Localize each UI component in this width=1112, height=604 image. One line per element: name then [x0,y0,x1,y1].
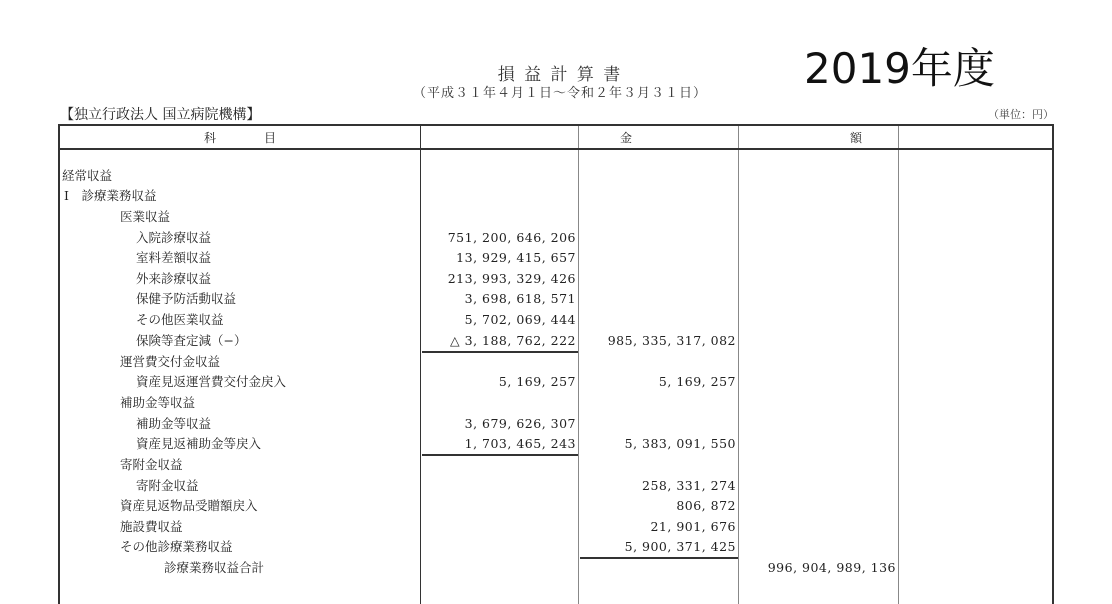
amount-detail: △ 3, 188, 762, 222 [450,333,576,348]
statement-title: 損 益 計 算 書 [497,65,623,85]
row-label: 施設費収益 [120,519,183,534]
table-row [60,517,1052,537]
table-row [60,186,1052,206]
row-label: 医業収益 [120,209,171,224]
amount-detail: 1, 703, 465, 243 [464,436,576,451]
row-label: 外来診療収益 [136,271,212,286]
row-label: 寄附金収益 [136,478,199,493]
table-row [60,455,1052,475]
table-row [60,476,1052,496]
table-row [60,558,1052,578]
amount-detail: 751, 200, 646, 206 [447,230,576,245]
header-kin: 金 [620,131,633,145]
table-row [60,207,1052,227]
amount-detail: 213, 993, 329, 426 [447,271,576,286]
table-row [60,228,1052,248]
row-label: 補助金等収益 [120,395,196,410]
fiscal-year-badge: 2019年度 [804,44,995,93]
header-kamoku-2: 目 [263,131,276,145]
table-row [60,248,1052,268]
row-label: 資産見返補助金等戻入 [136,436,262,451]
table-row [60,289,1052,309]
table-row [60,310,1052,330]
row-label: 診療業務収益合計 [164,560,265,575]
amount-subtotal: 806, 872 [676,498,736,513]
unit-label: （単位：円） [988,108,1054,121]
row-label: 入院診療収益 [136,230,212,245]
table-row [60,372,1052,392]
header-kamoku-1: 科 [203,131,216,145]
amount-total: 996, 904, 989, 136 [767,560,896,575]
amount-subtotal: 258, 331, 274 [642,478,736,493]
row-label: その他診療業務収益 [120,539,233,554]
table-header [60,126,1052,150]
amount-subtotal: 5, 169, 257 [658,374,736,389]
amount-detail: 3, 698, 618, 571 [464,291,576,306]
row-label: 保健予防活動収益 [136,291,237,306]
row-label: 資産見返運営費交付金戻入 [136,374,287,389]
row-label: 経常収益 [62,168,113,183]
statement-period: （平成３１年４月１日〜令和２年３月３１日） [412,86,707,101]
table-row [60,414,1052,434]
amount-subtotal: 985, 335, 317, 082 [607,333,736,348]
amount-subtotal: 5, 383, 091, 550 [624,436,736,451]
row-label: 資産見返物品受贈額戻入 [120,498,258,513]
amount-detail: 13, 929, 415, 657 [456,250,576,265]
table-row [60,166,1052,186]
row-label: 運営費交付金収益 [120,354,221,369]
table-row [60,269,1052,289]
amount-subtotal: 21, 901, 676 [650,519,736,534]
header-kamoku [60,129,420,146]
entity-name: 【独立行政法人 国立病院機構】 [60,107,261,123]
row-label: 補助金等収益 [136,416,212,431]
income-statement-table [58,124,1054,604]
table-row [60,496,1052,516]
table-row [60,537,1052,557]
table-row [60,331,1052,351]
amount-subtotal: 5, 900, 371, 425 [624,539,736,554]
row-label: その他医業収益 [136,312,224,327]
row-label: Ⅰ 診療業務収益 [64,188,157,203]
row-label: 寄附金収益 [120,457,183,472]
table-row [60,393,1052,413]
header-gaku: 額 [850,131,863,145]
amount-detail: 5, 702, 069, 444 [464,312,576,327]
amount-detail: 5, 169, 257 [498,374,576,389]
amount-detail: 3, 679, 626, 307 [464,416,576,431]
row-label: 室料差額収益 [136,250,212,265]
table-row [60,434,1052,454]
row-label: 保険等査定減（−） [136,333,247,348]
table-row [60,352,1052,372]
